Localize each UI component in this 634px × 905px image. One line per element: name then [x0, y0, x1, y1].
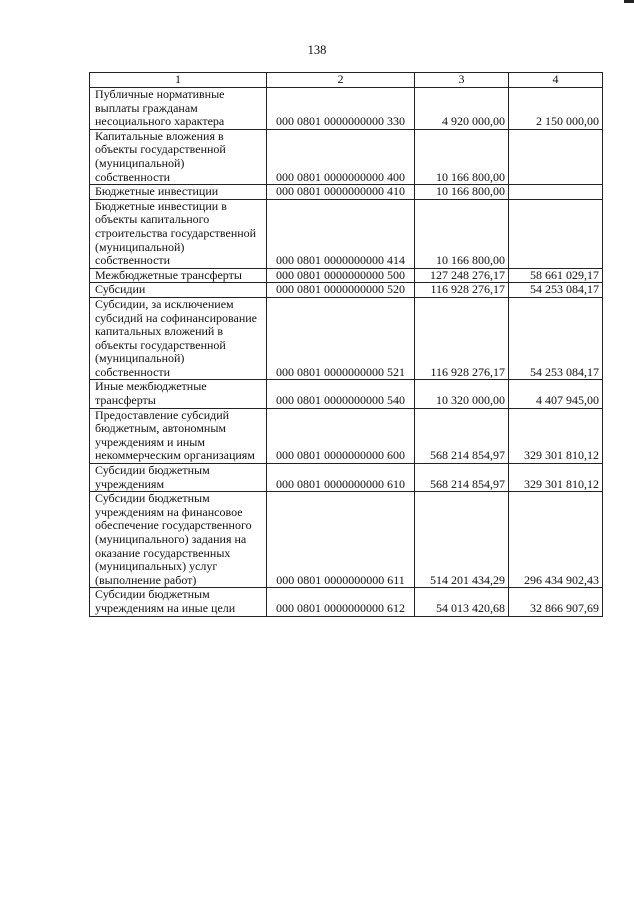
row-name: Публичные нормативные выплаты гражданам несоциального характера	[90, 88, 267, 130]
row-value-3: 568 214 854,97	[415, 464, 509, 492]
row-value-4: 329 301 810,12	[509, 464, 603, 492]
row-name: Субсидии, за исключением субсидий на софинансирование капитальных вложений в объекты государственной (муниципальной) собственности	[90, 297, 267, 380]
table-row	[90, 199, 603, 268]
row-name: Субсидии бюджетным учреждениям	[90, 464, 267, 492]
table-row	[90, 283, 603, 298]
row-value-4	[509, 185, 603, 200]
page-number: 138	[307, 43, 327, 57]
row-name: Бюджетные инвестиции в объекты капитального строительства государственной (муниципальной) собственности	[90, 199, 267, 268]
table-row	[90, 492, 603, 588]
row-code: 000 0801 0000000000 500	[267, 268, 415, 283]
budget-table	[89, 72, 603, 617]
row-value-3: 10 166 800,00	[415, 199, 509, 268]
row-value-3: 54 013 420,68	[415, 588, 509, 616]
table-row	[90, 464, 603, 492]
row-code: 000 0801 0000000000 330	[267, 88, 415, 130]
row-value-4: 4 407 945,00	[509, 380, 603, 408]
header-col-4: 4	[509, 73, 603, 88]
row-code: 000 0801 0000000000 612	[267, 588, 415, 616]
row-value-4: 54 253 084,17	[509, 283, 603, 298]
row-value-3: 10 166 800,00	[415, 185, 509, 200]
row-name: Субсидии бюджетным учреждениям на финансовое обеспечение государственного (муниципального) задания на оказание государственных (муниципальных) услуг (выполнение работ)	[90, 492, 267, 588]
row-value-3: 10 320 000,00	[415, 380, 509, 408]
table-row	[90, 588, 603, 616]
table-body	[90, 88, 603, 617]
table-row	[90, 88, 603, 130]
table-row	[90, 185, 603, 200]
row-value-4: 329 301 810,12	[509, 408, 603, 463]
row-value-3: 116 928 276,17	[415, 297, 509, 380]
row-value-3: 10 166 800,00	[415, 129, 509, 184]
row-code: 000 0801 0000000000 414	[267, 199, 415, 268]
row-value-3: 4 920 000,00	[415, 88, 509, 130]
row-value-4	[509, 129, 603, 184]
row-code: 000 0801 0000000000 540	[267, 380, 415, 408]
row-code: 000 0801 0000000000 600	[267, 408, 415, 463]
row-code: 000 0801 0000000000 400	[267, 129, 415, 184]
row-value-4	[509, 199, 603, 268]
row-code: 000 0801 0000000000 611	[267, 492, 415, 588]
row-name: Иные межбюджетные трансферты	[90, 380, 267, 408]
row-value-4: 2 150 000,00	[509, 88, 603, 130]
row-value-3: 514 201 434,29	[415, 492, 509, 588]
row-value-4: 296 434 902,43	[509, 492, 603, 588]
row-code: 000 0801 0000000000 520	[267, 283, 415, 298]
table-row	[90, 268, 603, 283]
header-row	[90, 73, 603, 88]
header-col-3: 3	[415, 73, 509, 88]
table-row	[90, 129, 603, 184]
row-name: Межбюджетные трансферты	[90, 268, 267, 283]
scan-corner-mark	[624, 0, 634, 3]
row-value-4: 58 661 029,17	[509, 268, 603, 283]
row-code: 000 0801 0000000000 410	[267, 185, 415, 200]
row-name: Субсидии бюджетным учреждениям на иные цели	[90, 588, 267, 616]
row-name: Предоставление субсидий бюджетным, автономным учреждениям и иным некоммерческим организациям	[90, 408, 267, 463]
row-value-3: 568 214 854,97	[415, 408, 509, 463]
row-value-3: 127 248 276,17	[415, 268, 509, 283]
row-name: Субсидии	[90, 283, 267, 298]
table-row	[90, 380, 603, 408]
header-col-2: 2	[267, 73, 415, 88]
table-header	[90, 73, 603, 88]
row-code: 000 0801 0000000000 610	[267, 464, 415, 492]
row-name: Бюджетные инвестиции	[90, 185, 267, 200]
row-name: Капитальные вложения в объекты государственной (муниципальной) собственности	[90, 129, 267, 184]
row-code: 000 0801 0000000000 521	[267, 297, 415, 380]
header-col-1: 1	[90, 73, 267, 88]
row-value-4: 54 253 084,17	[509, 297, 603, 380]
row-value-4: 32 866 907,69	[509, 588, 603, 616]
table-row	[90, 297, 603, 380]
row-value-3: 116 928 276,17	[415, 283, 509, 298]
table-row	[90, 408, 603, 463]
